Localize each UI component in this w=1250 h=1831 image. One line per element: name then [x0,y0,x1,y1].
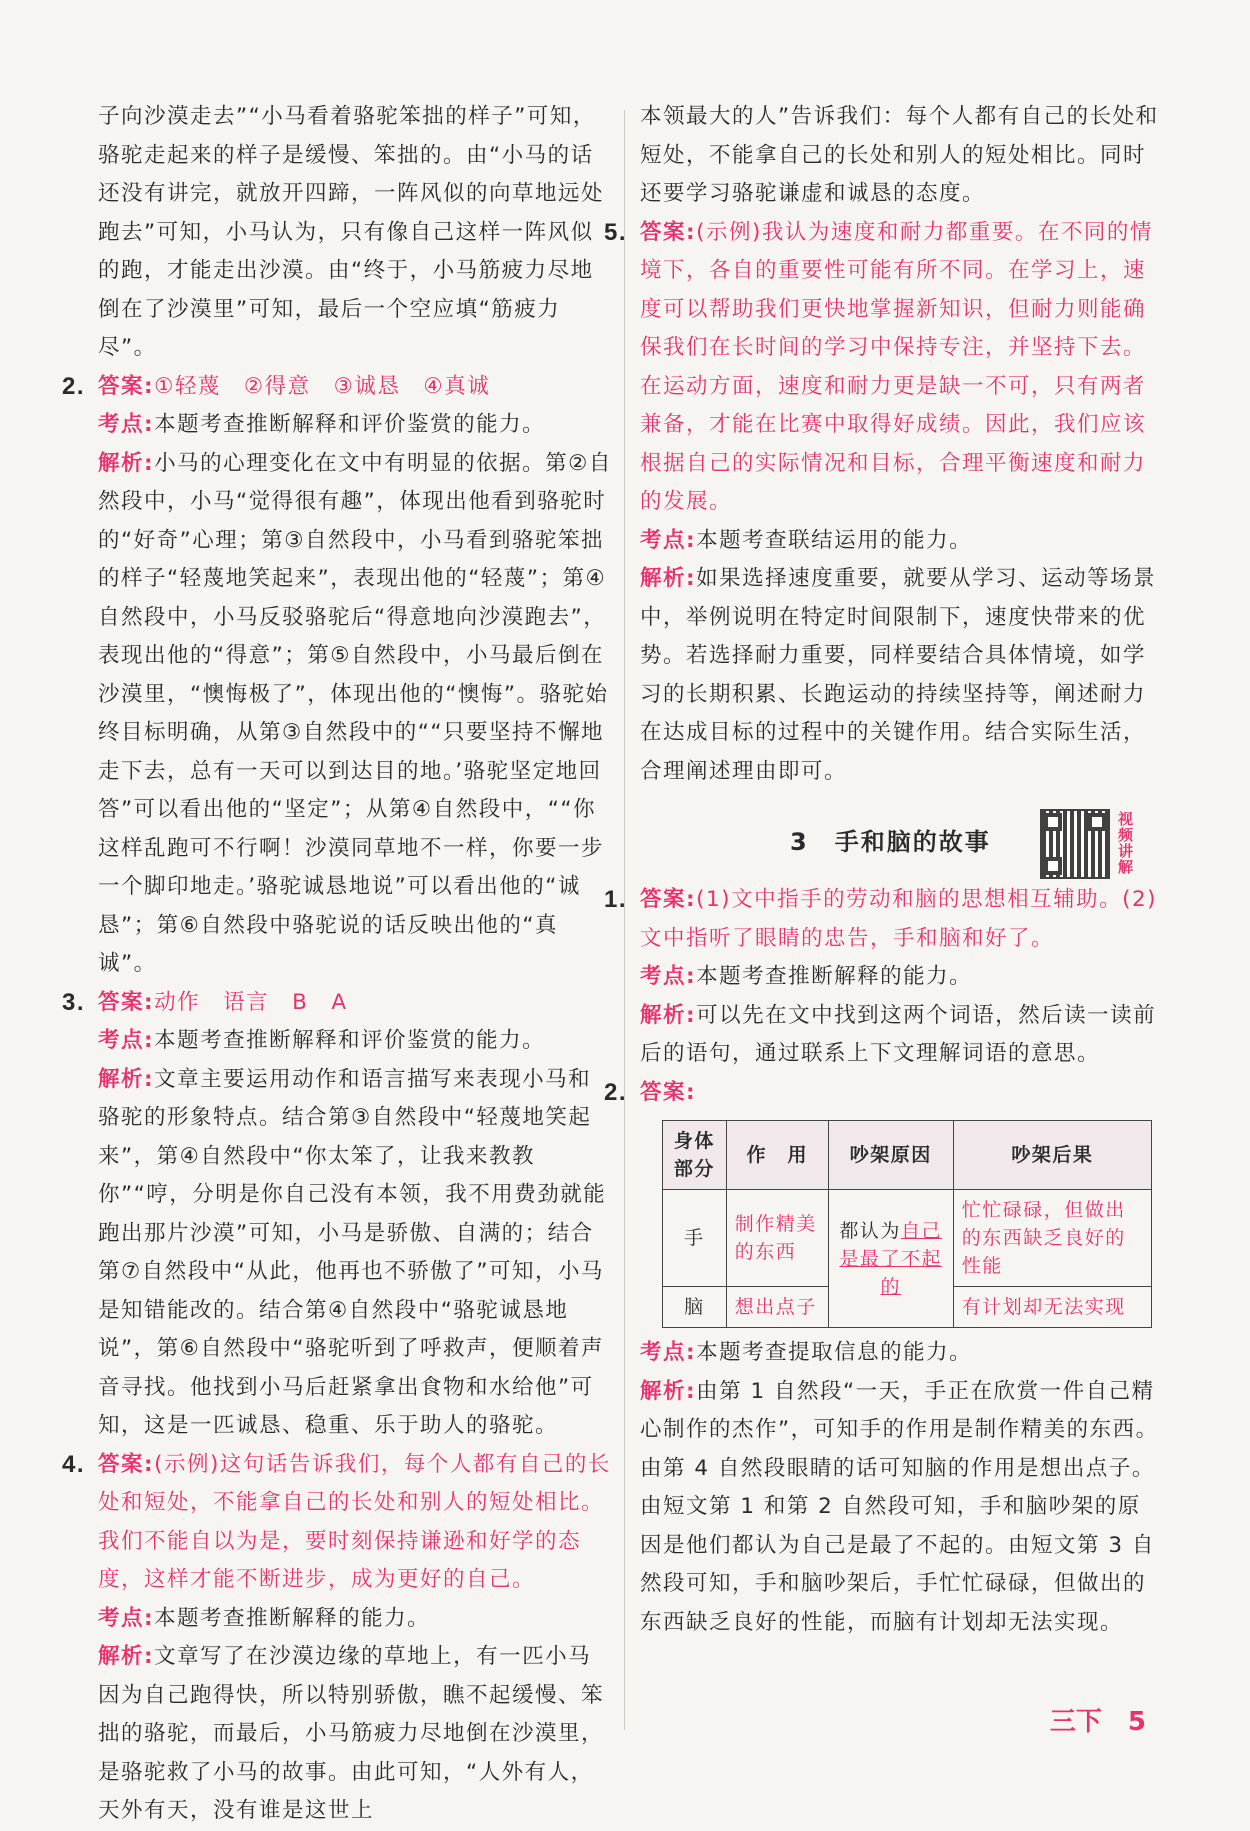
section-header [640,805,1160,881]
video-explain-label: 视频讲解 [1118,810,1135,876]
jiexi-text: 可以先在文中找到这两个词语，然后读一读前后的语句，通过联系上下文理解词语的意思。 [640,1002,1157,1066]
left-column [62,98,613,1831]
jiexi-text: 如果选择速度重要，就要从学习、运动等场景中，举例说明在特定时间限制下，速度快带来的优势。若选择耐力重要，同样要结合具体情境，如学习的长期积累、长跑运动的持续坚持等，阐述耐力在达成目标的过程中的关键作用。结合实际生活，合理阐述理由即可。 [640,566,1157,784]
question-2 [62,368,613,984]
question-number: 4. [62,1450,86,1478]
section3-question-1 [604,881,1160,1074]
question-number: 1. [604,886,628,913]
question-4 [62,1446,613,1831]
jiexi-label: 解析: [98,1066,155,1092]
answer-text: (1)文中指手的劳动和脑的思想相互辅助。(2)文中指听了眼睛的忠告，手和脑和好了。 [640,887,1158,951]
right-column [604,98,1160,1642]
question-3 [62,984,613,1446]
answer-text: ①轻蔑 ②得意 ③诚恳 ④真诚 [154,373,491,399]
jiexi-text: 由第 1 自然段“一天，手正在欣赏一件自己精心制作的杰作”，可知手的作用是制作精美的东西。由第 4 自然段眼睛的话可知脑的作用是想出点子。由短文第 1 和第 2 自然段可知，手和脑吵架的原因是他们都认为自己是最了不起的。由短文第 3 自然段可知，手和脑吵架后，手忙忙碌碌，但做出的东西缺乏良好的性能，而脑有计划却无法实现。 [640,1378,1159,1635]
answer-label: 答案: [98,989,155,1015]
continued-text: 子向沙漠走去”“小马看着骆驼笨拙的样子”可知，骆驼走起来的样子是缓慢、笨拙的。由“小马的话还没有讲完，就放开四蹄，一阵风似的向草地远处跑去”可知，小马认为，只有像自己这样一阵风似的跑，才能走出沙漠。由“终于，小马筋疲力尽地倒在了沙漠里”可知，最后一个空应填“筋疲力尽”。 [98,104,605,360]
answer-label: 答案: [98,1451,155,1477]
kaodian-text: 本题考查推断解释和评价鉴赏的能力。 [154,1028,546,1053]
kaodian-text: 本题考查推断解释的能力。 [154,1605,431,1631]
jiexi-label: 解析: [640,566,697,591]
table-cell: 制作精美的东西 [726,1190,828,1287]
answer-text: (示例)我认为速度和耐力都重要。在不同的情境下，各自的重要性可能有所不同。在学习上，速度可以帮助我们更快地掌握新知识，但耐力则能确保我们在长时间的学习中保持专注，并坚持下去。在运动方面，速度和耐力更是缺一不可，只有两者兼备，才能在比赛中取得好成绩。因此，我们应该根据自己的实际情况和目标，合理平衡速度和耐力的发展。 [640,219,1153,514]
jiexi-label: 解析: [98,1644,155,1669]
kaodian-label: 考点: [640,964,697,989]
jiexi-text: 小马的心理变化在文中有明显的依据。第②自然段中，小马“觉得很有趣”，体现出他看到骆驼时的“好奇”心理；第③自然段中，小马看到骆驼笨拙的样子“轻蔑地笑起来”，表现出他的“轻蔑”；第④自然段中，小马反驳骆驼后“得意地向沙漠跑去”，表现出他的“得意”；第⑤自然段中，小马最后倒在沙漠里，“懊悔极了”，体现出他的“懊悔”。骆驼始终目标明确，从第③自然段中的““只要坚持不懈地走下去，总有一天可以到达目的地。’骆驼坚定地回答”可以看出他的“坚定”；从第④自然段中，““你这样乱跑可不行啊！沙漠同草地不一样，你要一步一个脚印地走。’骆驼诚恳地说”可以看出他的“诚恳”；第⑥自然段中骆驼说的话反映出他的“真诚”。 [98,450,612,976]
table-header: 作 用 [726,1121,828,1190]
question-number: 2. [604,1078,628,1106]
question-number: 3. [62,988,86,1016]
jiexi-text: 文章写了在沙漠边缘的草地上，有一匹小马因为自己跑得快，所以特别骄傲，瞧不起缓慢、笨拙的骆驼，而最后，小马筋疲力尽地倒在沙漠里，是骆驼救了小马的故事。由此可知，“人外有人，天外有天，没有谁是这世上 [98,1644,605,1823]
table-cell: 想出点子 [726,1287,828,1328]
jiexi-label: 解析: [98,450,155,476]
answer-text: (示例)这句话告诉我们，每个人都有自己的长处和短处，不能拿自己的长处和别人的短处相比。我们不能自以为是，要时刻保持谦逊和好学的态度，这样才能不断进步，成为更好的自己。 [98,1451,611,1592]
table-header: 身体部分 [663,1121,727,1190]
table-header: 吵架后果 [953,1121,1151,1190]
kaodian-text: 本题考查提取信息的能力。 [696,1340,973,1365]
kaodian-label: 考点: [640,1340,697,1365]
answer-label: 答案: [98,373,155,399]
jiexi-text: 文章主要运用动作和语言描写来表现小马和骆驼的形象特点。结合第③自然段中“轻蔑地笑起来”，第④自然段中“你太笨了，让我来教教你”“哼，分明是你自己没有本领，我不用费劲就能跑出那片沙漠”可知，小马是骄傲、自满的；结合第⑦自然段中“从此，他再也不骄傲了”可知，小马是知错能改的。结合第④自然段中“骆驼诚恳地说”，第⑥自然段中“骆驼听到了呼救声，便顺着声音寻找。他找到小马后赶紧拿出食物和水给他”可知，这是一匹诚恳、稳重、乐于助人的骆驼。 [98,1066,607,1438]
kaodian-label: 考点: [98,1605,155,1631]
section3-question-2 [604,1074,1160,1643]
kaodian-text: 本题考查推断解释的能力。 [696,964,973,989]
answer-label: 答案: [640,887,697,912]
page-footer: 三下 5 [1049,1707,1146,1737]
answer-label: 答案: [640,1079,697,1105]
answer-text: 动作 语言 B A [154,989,348,1015]
qr-code-icon[interactable] [1040,809,1110,879]
column-divider [624,110,625,1730]
question-number: 2. [62,372,86,400]
table-cell: 有计划却无法实现 [953,1287,1151,1328]
table-cell: 忙忙碌碌，但做出的东西缺乏良好的性能 [953,1190,1151,1287]
kaodian-label: 考点: [98,1028,155,1053]
question-5 [604,214,1160,792]
table-cell: 脑 [663,1287,727,1328]
table-cell: 手 [663,1190,727,1287]
section-title: 3 手和脑的故事 [790,828,991,856]
answer-label: 答案: [640,219,697,245]
question-number: 5. [604,218,628,246]
kaodian-text: 本题考查联结运用的能力。 [696,527,973,553]
jiexi-label: 解析: [640,1378,697,1404]
continued-text: 本领最大的人”告诉我们：每个人都有自己的长处和短处，不能拿自己的长处和别人的短处相比。同时还要学习骆驼谦虚和诚恳的态度。 [640,104,1159,206]
kaodian-label: 考点: [98,412,155,437]
table-cell-reason: 都认为自己是最了不起的 [828,1190,953,1328]
jiexi-label: 解析: [640,1002,697,1028]
table-header: 吵架原因 [828,1121,953,1190]
answer-table [662,1120,1152,1328]
kaodian-text: 本题考查推断解释和评价鉴赏的能力。 [154,412,546,437]
kaodian-label: 考点: [640,527,697,553]
